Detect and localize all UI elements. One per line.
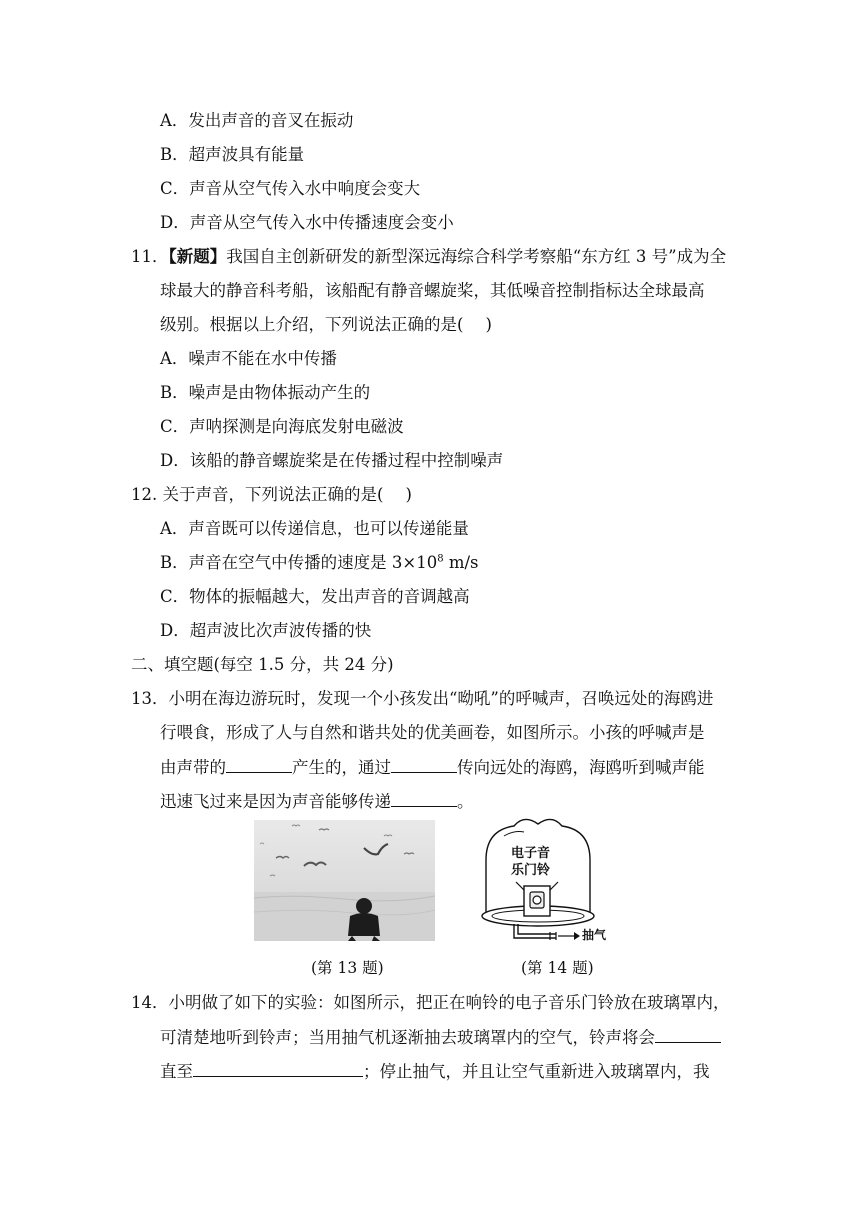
q13-seagull-photo (254, 820, 435, 941)
q13-text-3c: 传向远处的海鸥，海鸥听到喊声能 (457, 758, 705, 777)
q14-figure-caption: (第 14 题) (521, 959, 594, 977)
q13-stem-line-4 (160, 790, 474, 813)
q12-option-c: C．物体的振幅越大，发出声音的音调越高 (160, 587, 470, 606)
q14-blank-1[interactable] (655, 1026, 721, 1043)
q13-text-4a: 迅速飞过来是因为声音能够传递 (160, 792, 391, 811)
q12-option-b (160, 552, 479, 574)
q13-blank-3[interactable] (391, 790, 457, 807)
q11-option-b: B．噪声是由物体振动产生的 (160, 383, 371, 402)
q14-bell-jar-diagram (474, 816, 609, 948)
q11-stem-line-3 (160, 314, 492, 336)
q11-paren-close: ) (485, 315, 492, 334)
q12-stem (131, 484, 412, 506)
q12-stem-text: 12. 关于声音，下列说法正确的是( (131, 485, 384, 504)
q10-option-d: D．声音从空气传入水中传播速度会变小 (160, 213, 454, 232)
q13-photo-image (254, 820, 435, 941)
q14-stem-line-1: 14．小明做了如下的实验：如图所示，把正在响铃的电子音乐门铃放在玻璃罩内， (131, 993, 730, 1012)
q12-option-b-unit: m/s (443, 553, 479, 572)
q13-text-3b: 产生的，通过 (292, 758, 391, 777)
q13-text-3a: 由声带的 (160, 758, 226, 777)
q11-number: 11． (131, 247, 169, 266)
q12-option-b-exponent: 8 (437, 553, 444, 565)
q13-blank-2[interactable] (391, 756, 457, 773)
q14-label-line-1: 电子音 (511, 846, 551, 861)
q11-new-tag: 【新题】 (168, 247, 227, 266)
q12-option-a: A．声音既可以传递信息，也可以传递能量 (160, 519, 469, 538)
q12-option-d: D．超声波比次声波传播的快 (160, 621, 372, 640)
q10-option-c: C．声音从空气传入水中响度会变大 (160, 179, 421, 198)
q13-stem-line-2: 行喂食，形成了人与自然和谐共处的优美画卷，如图所示。小孩的呼喊声是 (160, 723, 705, 742)
q14-stem-line-3 (160, 1060, 710, 1083)
q13-figure-caption: (第 13 题) (311, 959, 384, 977)
q12-option-b-text: B．声音在空气中传播的速度是 3×10 (160, 553, 438, 572)
q11-option-c: C．声呐探测是向海底发射电磁波 (160, 417, 404, 436)
q13-stem-line-1: 13．小明在海边游玩时，发现一个小孩发出“呦吼”的呼喊声，召唤远处的海鸥进 (131, 689, 714, 708)
q13-text-4b: 。 (457, 792, 474, 811)
q10-option-a: A．发出声音的音叉在振动 (160, 111, 354, 130)
q13-stem-line-3 (160, 756, 705, 779)
q12-paren-close: ) (405, 485, 412, 504)
q11-stem-line-1 (131, 246, 726, 268)
section-2-heading: 二、填空题(每空 1.5 分，共 24 分) (131, 655, 394, 674)
q13-blank-1[interactable] (226, 756, 292, 773)
q10-option-b: B．超声波具有能量 (160, 145, 305, 164)
q14-blank-2[interactable] (193, 1060, 363, 1077)
q11-stem-line-2: 球最大的静音科考船，该船配有静音螺旋桨，其低噪音控制指标达全球最高 (160, 281, 705, 300)
q14-stem-line-2 (160, 1026, 721, 1049)
q11-stem-text-1: 我国自主创新研发的新型深远海综合科学考察船“东方红 3 号”成为全 (226, 247, 727, 266)
q11-stem-text-3: 级别。根据以上介绍，下列说法正确的是( (160, 315, 464, 334)
q14-text-3b: ；停止抽气，并且让空气重新进入玻璃罩内，我 (363, 1062, 710, 1081)
q14-text-2a: 可清楚地听到铃声；当用抽气机逐渐抽去玻璃罩内的空气，铃声将会 (160, 1028, 655, 1047)
q14-text-3a: 直至 (160, 1062, 193, 1081)
q11-option-a: A．噪声不能在水中传播 (160, 349, 337, 368)
q14-pump-label: 抽气 (582, 928, 607, 942)
q14-label-line-2: 乐门铃 (511, 863, 551, 878)
q11-option-d: D．该船的静音螺旋桨是在传播过程中控制噪声 (160, 451, 504, 470)
